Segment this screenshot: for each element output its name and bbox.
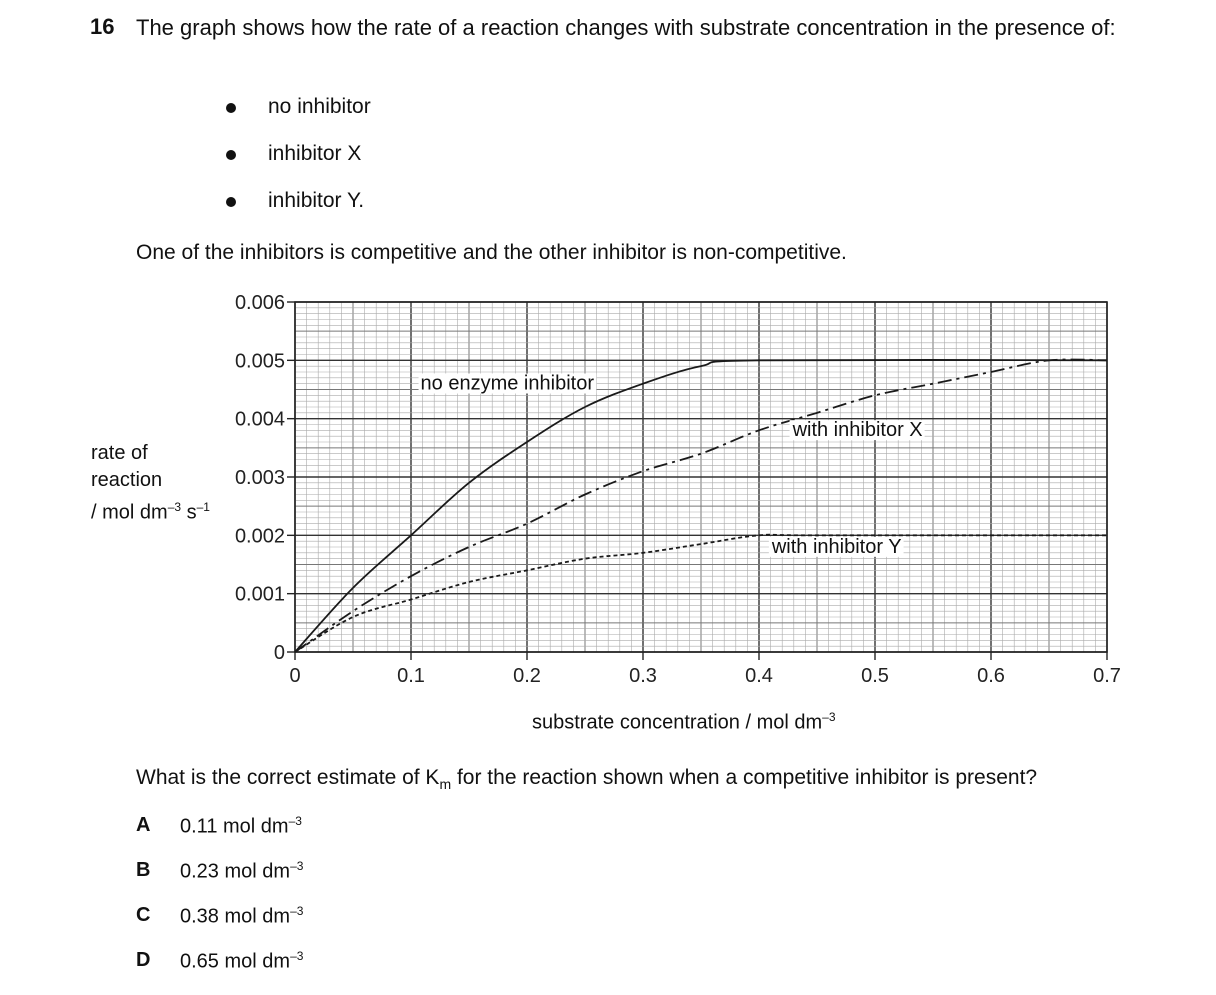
option-letter: C <box>136 904 151 926</box>
option-value: 0.38 mol $dm^{-3}$ <box>180 904 304 928</box>
x-tick-label: 0.2 <box>513 665 541 687</box>
x-unit-exp: –3 <box>822 710 836 724</box>
option-letter: A <box>136 814 151 836</box>
y-unit-text: / mol dm <box>91 501 168 524</box>
bullet-text: no inhibitor <box>268 95 371 118</box>
question-prompt <box>136 766 1037 792</box>
x-unit-text: substrate concentration / mol dm <box>532 711 823 734</box>
question-intro: The graph shows how the rate of a reaction changes with substrate concentration in the presence of: <box>136 15 1116 40</box>
x-tick-label: 0.4 <box>745 665 773 687</box>
prompt-text: What is the correct estimate of K <box>136 766 440 789</box>
y-tick-label: 0.004 <box>234 408 285 431</box>
bullet-text: inhibitor X <box>268 142 362 165</box>
prompt-text: for the reaction shown when a competitive inhibitor is present? <box>451 766 1038 789</box>
series-annotation: no enzyme inhibitor <box>420 372 594 395</box>
prompt-sub: m <box>439 776 452 793</box>
y-tick-label: 0 <box>273 642 285 664</box>
y-tick-label: 0.003 <box>234 467 285 489</box>
inhibitor-note: One of the inhibitors is competitive and the other inhibitor is non-competitive. <box>136 241 847 264</box>
series-annotation: with inhibitor Y <box>771 535 902 558</box>
x-tick-label: 0 <box>289 665 301 687</box>
bullet-text: inhibitor Y. <box>268 189 365 212</box>
series-annotation: with inhibitor X <box>792 419 923 442</box>
y-tick-label: 0.006 <box>234 292 285 314</box>
option-letter: D <box>136 949 151 971</box>
option-value: 0.11 mol $dm^{-3}$ <box>180 814 302 838</box>
y-unit-exp: –3 <box>167 500 182 514</box>
y-axis-label-line: rate of <box>91 442 148 464</box>
y-unit-exp: –1 <box>196 500 210 514</box>
x-tick-label: 0.7 <box>1093 665 1121 687</box>
option-letter: B <box>136 859 151 881</box>
option-value: 0.23 mol $dm^{-3}$ <box>180 859 304 883</box>
y-tick-label: 0.001 <box>234 583 285 606</box>
y-axis-label-line: reaction <box>91 469 163 491</box>
y-unit-text: s <box>181 501 197 524</box>
x-tick-label: 0.5 <box>861 665 889 687</box>
x-tick-label: 0.1 <box>397 665 425 687</box>
question-number: 16 <box>90 14 115 39</box>
x-tick-label: 0.6 <box>977 665 1005 687</box>
x-axis-label <box>532 710 836 735</box>
x-tick-label: 0.3 <box>629 665 657 687</box>
y-tick-label: 0.005 <box>234 350 285 373</box>
option-value: 0.65 mol $dm^{-3}$ <box>180 949 304 973</box>
y-tick-label: 0.002 <box>234 525 285 548</box>
